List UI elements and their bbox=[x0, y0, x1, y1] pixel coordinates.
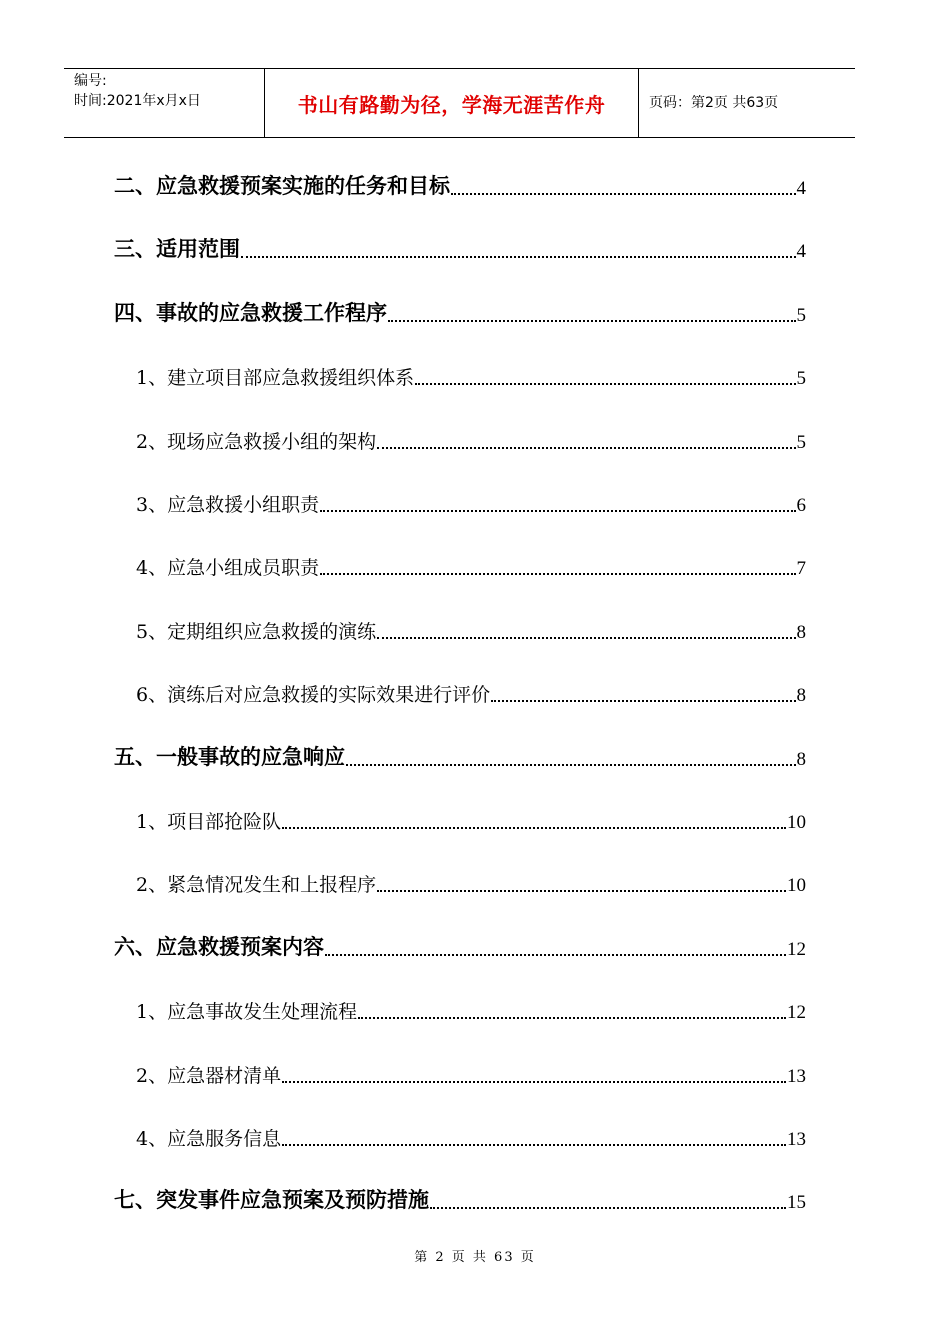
toc-dot-leader bbox=[282, 1081, 786, 1083]
toc-entry[interactable] bbox=[114, 297, 806, 327]
toc-entry-title: 五、一般事故的应急响应 bbox=[114, 745, 345, 769]
toc-entry-title: 三、适用范围 bbox=[114, 237, 240, 261]
toc-entry-page-number: 8 bbox=[796, 622, 806, 643]
toc-entry-page-number: 12 bbox=[787, 939, 806, 960]
toc-entry-title: 二、应急救援预案实施的任务和目标 bbox=[114, 174, 450, 198]
toc-dot-leader bbox=[282, 827, 786, 829]
toc-entry-title: 2、应急器材清单 bbox=[136, 1065, 282, 1087]
toc-entry[interactable] bbox=[136, 677, 806, 707]
toc-entry-title: 2、紧急情况发生和上报程序 bbox=[136, 874, 377, 896]
toc-entry[interactable] bbox=[136, 424, 806, 454]
toc-entry-title: 2、现场应急救援小组的架构 bbox=[136, 431, 377, 453]
toc-entry[interactable] bbox=[136, 487, 806, 517]
header-left-cell bbox=[64, 69, 265, 137]
toc-entry-page-number: 6 bbox=[796, 495, 806, 516]
toc-dot-leader bbox=[320, 573, 795, 575]
toc-dot-leader bbox=[320, 510, 795, 512]
toc-entry[interactable] bbox=[114, 1184, 806, 1214]
toc-entry[interactable] bbox=[114, 233, 806, 263]
toc-entry[interactable] bbox=[114, 741, 806, 771]
page-footer: 第 2 页 共 63 页 bbox=[414, 1250, 536, 1265]
toc-entry[interactable] bbox=[136, 1058, 806, 1088]
time-label: 时间:2021年x月x日 bbox=[74, 93, 201, 109]
toc-entry[interactable] bbox=[114, 931, 806, 961]
motto-text: 书山有路勤为径，学海无涯苦作舟 bbox=[297, 92, 606, 117]
toc-entry-title: 4、应急服务信息 bbox=[136, 1128, 282, 1150]
toc-entry-page-number: 10 bbox=[787, 875, 806, 896]
toc-dot-leader bbox=[451, 193, 796, 195]
header-motto-cell bbox=[265, 69, 639, 137]
toc-dot-leader bbox=[377, 447, 795, 449]
toc-dot-leader bbox=[377, 637, 795, 639]
toc-entry-title: 1、建立项目部应急救援组织体系 bbox=[136, 367, 415, 389]
toc-entry-page-number: 5 bbox=[796, 368, 806, 389]
toc-entry[interactable] bbox=[136, 1121, 806, 1151]
toc-entry-page-number: 5 bbox=[796, 305, 806, 326]
toc-entry-title: 四、事故的应急救援工作程序 bbox=[114, 301, 387, 325]
toc-entry-title: 5、定期组织应急救援的演练 bbox=[136, 621, 377, 643]
toc-entry-title: 七、突发事件应急预案及预防措施 bbox=[114, 1188, 429, 1212]
toc-entry-page-number: 7 bbox=[796, 558, 806, 579]
toc-entry-title: 1、项目部抢险队 bbox=[136, 811, 282, 833]
toc-dot-leader bbox=[282, 1144, 786, 1146]
header-page-info: 页码：第2页 共63页 bbox=[649, 95, 779, 111]
toc-dot-leader bbox=[491, 700, 795, 702]
toc-dot-leader bbox=[430, 1207, 786, 1209]
page-header bbox=[64, 68, 855, 138]
toc-entry-page-number: 5 bbox=[796, 432, 806, 453]
toc-entry-page-number: 15 bbox=[787, 1192, 806, 1213]
header-page-cell bbox=[639, 69, 855, 137]
toc-entry-title: 1、应急事故发生处理流程 bbox=[136, 1001, 358, 1023]
toc-entry-page-number: 12 bbox=[787, 1002, 806, 1023]
toc-entry-page-number: 10 bbox=[787, 812, 806, 833]
toc-dot-leader bbox=[415, 383, 795, 385]
toc-dot-leader bbox=[377, 890, 786, 892]
toc-entry-title: 6、演练后对应急救援的实际效果进行评价 bbox=[136, 684, 491, 706]
toc-entry-page-number: 13 bbox=[787, 1129, 806, 1150]
toc-entry-page-number: 8 bbox=[796, 685, 806, 706]
toc-entry-title: 4、应急小组成员职责 bbox=[136, 557, 320, 579]
toc-dot-leader bbox=[346, 764, 796, 766]
toc-entry-page-number: 4 bbox=[796, 178, 806, 199]
toc-entry-page-number: 13 bbox=[787, 1066, 806, 1087]
toc-entry-title: 六、应急救援预案内容 bbox=[114, 935, 324, 959]
toc-entry[interactable] bbox=[136, 867, 806, 897]
toc-entry[interactable] bbox=[136, 804, 806, 834]
toc-dot-leader bbox=[325, 954, 786, 956]
toc-entry[interactable] bbox=[136, 550, 806, 580]
toc-entry[interactable] bbox=[136, 994, 806, 1024]
toc-dot-leader bbox=[388, 320, 796, 322]
toc-entry[interactable] bbox=[136, 360, 806, 390]
toc-dot-leader bbox=[241, 256, 796, 258]
toc-dot-leader bbox=[358, 1017, 786, 1019]
toc-entry[interactable] bbox=[136, 614, 806, 644]
toc-entry-title: 3、应急救援小组职责 bbox=[136, 494, 320, 516]
code-label: 编号: bbox=[74, 73, 107, 89]
toc-entry[interactable] bbox=[114, 170, 806, 200]
toc-entry-page-number: 8 bbox=[796, 749, 806, 770]
toc-entry-page-number: 4 bbox=[796, 241, 806, 262]
